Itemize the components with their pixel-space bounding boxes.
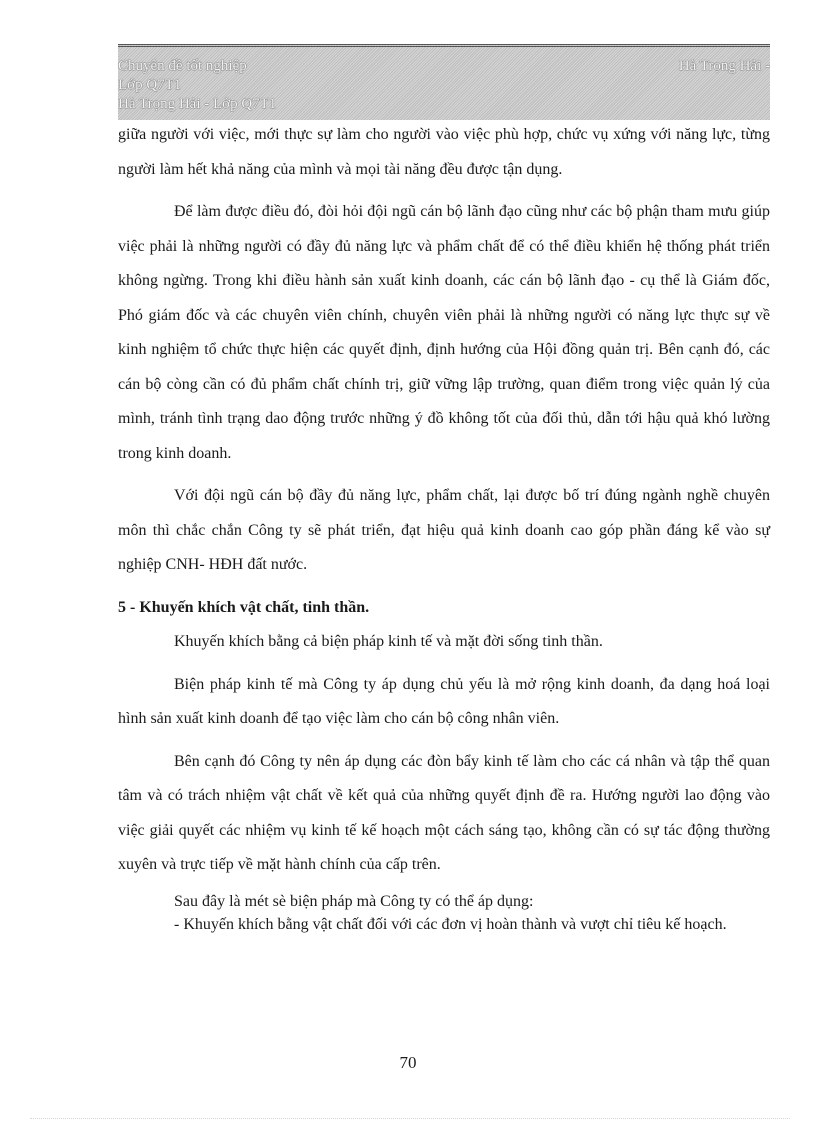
body-text [118, 118, 770, 937]
paragraph-incentive-intro: Khuyến khích bằng cả biện pháp kinh tế và mặt đời sống tinh thần. [174, 633, 603, 650]
header-row-1 [118, 57, 770, 76]
header-row-2 [118, 76, 770, 95]
paragraph-leadership: Để làm được điều đó, đòi hỏi đội ngũ cán bộ lãnh đạo cũng như các bộ phận tham mưu giúp việc phải là những người có đầy đủ năng lực và phẩm chất để có thể điều khiển hệ thống phát triển không ngừng. Trong khi điều hành sản xuất kinh doanh, các cán bộ lãnh đạo - cụ thể là Giám đốc, Phó giám đốc và các chuyên viên chính, chuyên viên phải là những người có năng lực thực sự về kinh nghiệm tổ chức thực hiện các quyết định, định hướng của Hội đồng quản trị. Bên cạnh đó, các cán bộ còng cần có đủ phẩm chất chính trị, giữ vững lập trường, quan điểm trong việc quản lý của mình, tránh tình trạng dao động trước những ý đồ không tốt của đối thủ, dẫn tới hậu quả khó lường trong kinh doanh. [118, 203, 770, 462]
paragraph-economic-levers: Bên cạnh đó Công ty nên áp dụng các đòn bẩy kinh tế làm cho các cá nhân và tập thể quan tâm và có trách nhiệm vật chất về kết quả của những quyết định đề ra. Hướng người lao động vào việc giải quyết các nhiệm vụ kinh tế kế hoạch một cách sáng tạo, không cần có sự tác động thường xuyên và trực tiếp về mặt hành chính của cấp trên. [118, 752, 770, 873]
page-number: 70 [399, 1053, 417, 1072]
header-author-class: Hà Trọng Hải - Lớp Q7T1 [118, 96, 277, 112]
paragraph-staff-quality: Với đội ngũ cán bộ đầy đủ năng lực, phẩm chất, lại được bố trí đúng ngành nghề chuyên môn thì chắc chắn Công ty sẽ phát triển, đạt hiệu quả kinh doanh cao góp phần đáng kể vào sự nghiệp CNH- HĐH đất nước. [118, 487, 770, 573]
list-item-material-incentive: - Khuyến khích bằng vật chất đối với các đơn vị hoàn thành và vượt chỉ tiêu kế hoạch. [174, 915, 727, 933]
header-class: Lớp Q7T1 [118, 77, 182, 93]
bottom-divider [30, 1118, 790, 1119]
paragraph-measures-list-intro: Sau đây là mét sè biện pháp mà Công ty có thể áp dụng: [174, 892, 534, 910]
paragraph-continuation: giữa người với việc, mới thực sự làm cho người vào việc phù hợp, chức vụ xứng với năng lực, từng người làm hết khả năng của mình và mọi tài năng đều được tận dụng. [118, 126, 770, 178]
page-header [118, 44, 770, 120]
header-author: Hà Trọng Hải - [678, 58, 770, 74]
header-document-type: Chuyên đề tốt nghiệp [118, 58, 247, 74]
paragraph-economic-measures: Biện pháp kinh tế mà Công ty áp dụng chủ yếu là mở rộng kinh doanh, đa dạng hoá loại hình sản xuất kinh doanh để tạo việc làm cho cán bộ công nhân viên. [118, 675, 770, 727]
section-heading: 5 - Khuyến khích vật chất, tinh thần. [118, 598, 370, 616]
header-row-3 [118, 95, 770, 114]
